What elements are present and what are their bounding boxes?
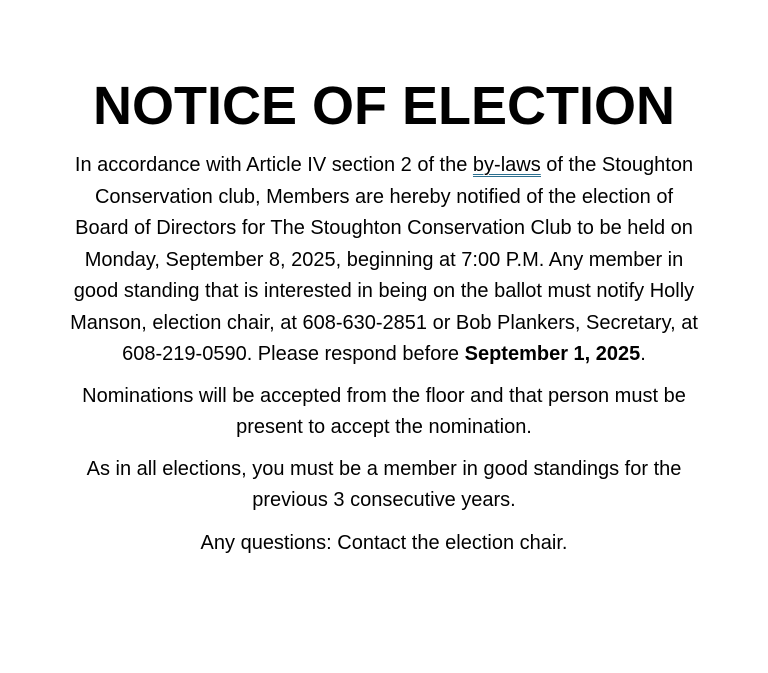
election-details-end: . (640, 343, 646, 365)
eligibility-paragraph: As in all elections, you must be a member in good standings for the previous 3 consecutive years. (86, 457, 682, 511)
election-details-intro: In accordance with Article IV section 2 of the (74, 154, 473, 176)
questions-paragraph: Any questions: Contact the election chair. (200, 531, 568, 554)
response-deadline: September 1, 2025 (464, 343, 641, 365)
notice-title: NOTICE OF ELECTION (92, 76, 675, 136)
election-details-paragraph (69, 150, 699, 371)
bylaws-term: by-laws (472, 154, 541, 176)
nominations-paragraph: Nominations will be accepted from the floor and that person must be present to accept the nomination. (82, 384, 686, 438)
election-details-body: of the Stoughton Conservation club, Members are hereby notified of the election of Board of Directors for The Stoughton Conservation Club to be held on Monday, September 8, 2025, beginning at 7:00 P.M. Any member in good standing that is interested in being on the ballot must notify Holly Manson, election chair, at 608-630-2851 or Bob Plankers, Secretary, at 608-219-0590. Please respond before (70, 154, 698, 365)
